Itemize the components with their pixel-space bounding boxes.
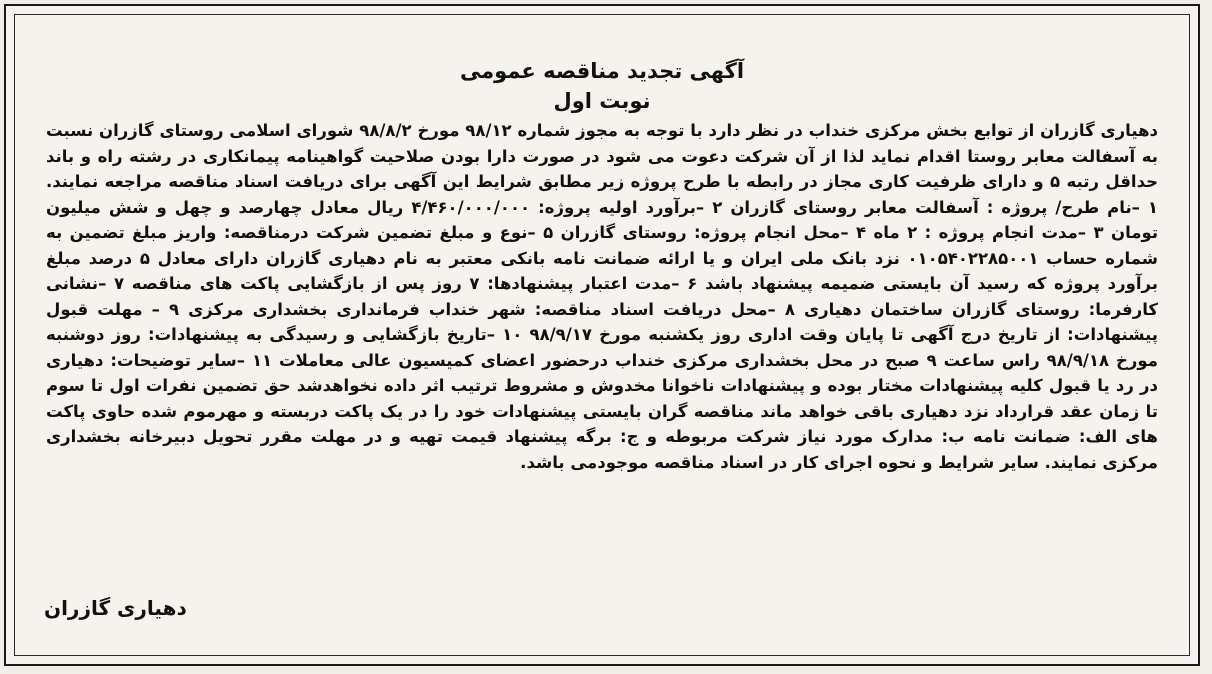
notice-intro: دهیاری گازران از توابع بخش مرکزی خنداب در نظر دارد با توجه به مجوز شماره ۹۸/۱۲ مورخ ۹۸/۸/۲ شورای اسلامی روستای گازران نسبت به آسفالت معابر روستا اقدام نماید لذا از آن شرکت دعوت می شود در صورت دارا بودن صلاحیت گواهینامه پیمانکاری در رشته راه و باند حداقل رتبه ۵ و دارای ظرفیت کاری مجاز در رابطه با طرح پروژه زیر مطابق شرایط این آگهی برای دریافت اسناد مناقصه مراجعه نمایند.: [46, 121, 1158, 191]
notice-body: [46, 118, 1158, 475]
notice-signature: دهیاری گازران: [44, 596, 187, 620]
notice-content: [46, 56, 1158, 475]
notice-details: ۱ –نام طرح/ پروژه : آسفالت معابر روستای گازران ۲ –برآورد اولیه پروژه: ۴/۴۶۰/۰۰۰/۰۰۰ ریال معادل چهارصد و چهل و شش میلیون تومان ۳ –مدت انجام پروژه : ۲ ماه ۴ –محل انجام پروژه: روستای گازران ۵ –نوع و مبلغ تضمین شرکت درمناقصه: واریز مبلغ تضمین به شماره حساب ۰۱۰۵۴۰۲۲۸۵۰۰۱ نزد بانک ملی ایران و یا ارائه ضمانت نامه بانکی معتبر به نام دهیاری گازران دارای معادل ۵ درصد مبلغ برآورد پروژه که رسید آن بایستی ضمیمه پیشنهاد باشد ۶ –مدت اعتبار پیشنهادها: ۷ روز پس از بازگشایی پاکت های مناقصه ۷ –نشانی کارفرما: روستای گازران ساختمان دهیاری ۸ –محل دریافت اسناد مناقصه: شهر خنداب فرمانداری بخشداری مرکزی ۹ – مهلت قبول پیشنهادات: از تاریخ درج آگهی تا پایان وقت اداری روز یکشنبه مورخ ۹۸/۹/۱۷ ۱۰ –تاریخ بازگشایی و رسیدگی به پیشنهادات: روز دوشنبه مورخ ۹۸/۹/۱۸ راس ساعت ۹ صبح در محل بخشداری مرکزی خنداب درحضور اعضای کمیسیون عالی معاملات ۱۱ –سایر توضیحات: دهیاری در رد یا قبول کلیه پیشنهادات مختار بوده و پیشنهادات ناخوانا مخدوش و مشروط ترتیب اثر داده نخواهدشد حق تضمین نفرات اول تا سوم تا زمان عقد قرارداد نزد دهیاری باقی خواهد ماند مناقصه گران بایستی پیشنهادات خود را در یک پاکت دربسته و مهرموم شده حاوی پاکت های الف: ضمانت نامه ب: مدارک مورد نیاز شرکت مربوطه و ج: برگه پیشنهاد قیمت تهیه و در مهلت مقرر تحویل دبیرخانه بخشداری مرکزی نمایند. سایر شرایط و نحوه اجرای کار در اسناد مناقصه موجودمی باشد.: [46, 197, 1159, 472]
notice-frame: [4, 4, 1200, 666]
notice-subtitle: نوبت اول: [553, 89, 651, 113]
notice-title: آگهی تجدید مناقصه عمومی: [459, 59, 745, 83]
